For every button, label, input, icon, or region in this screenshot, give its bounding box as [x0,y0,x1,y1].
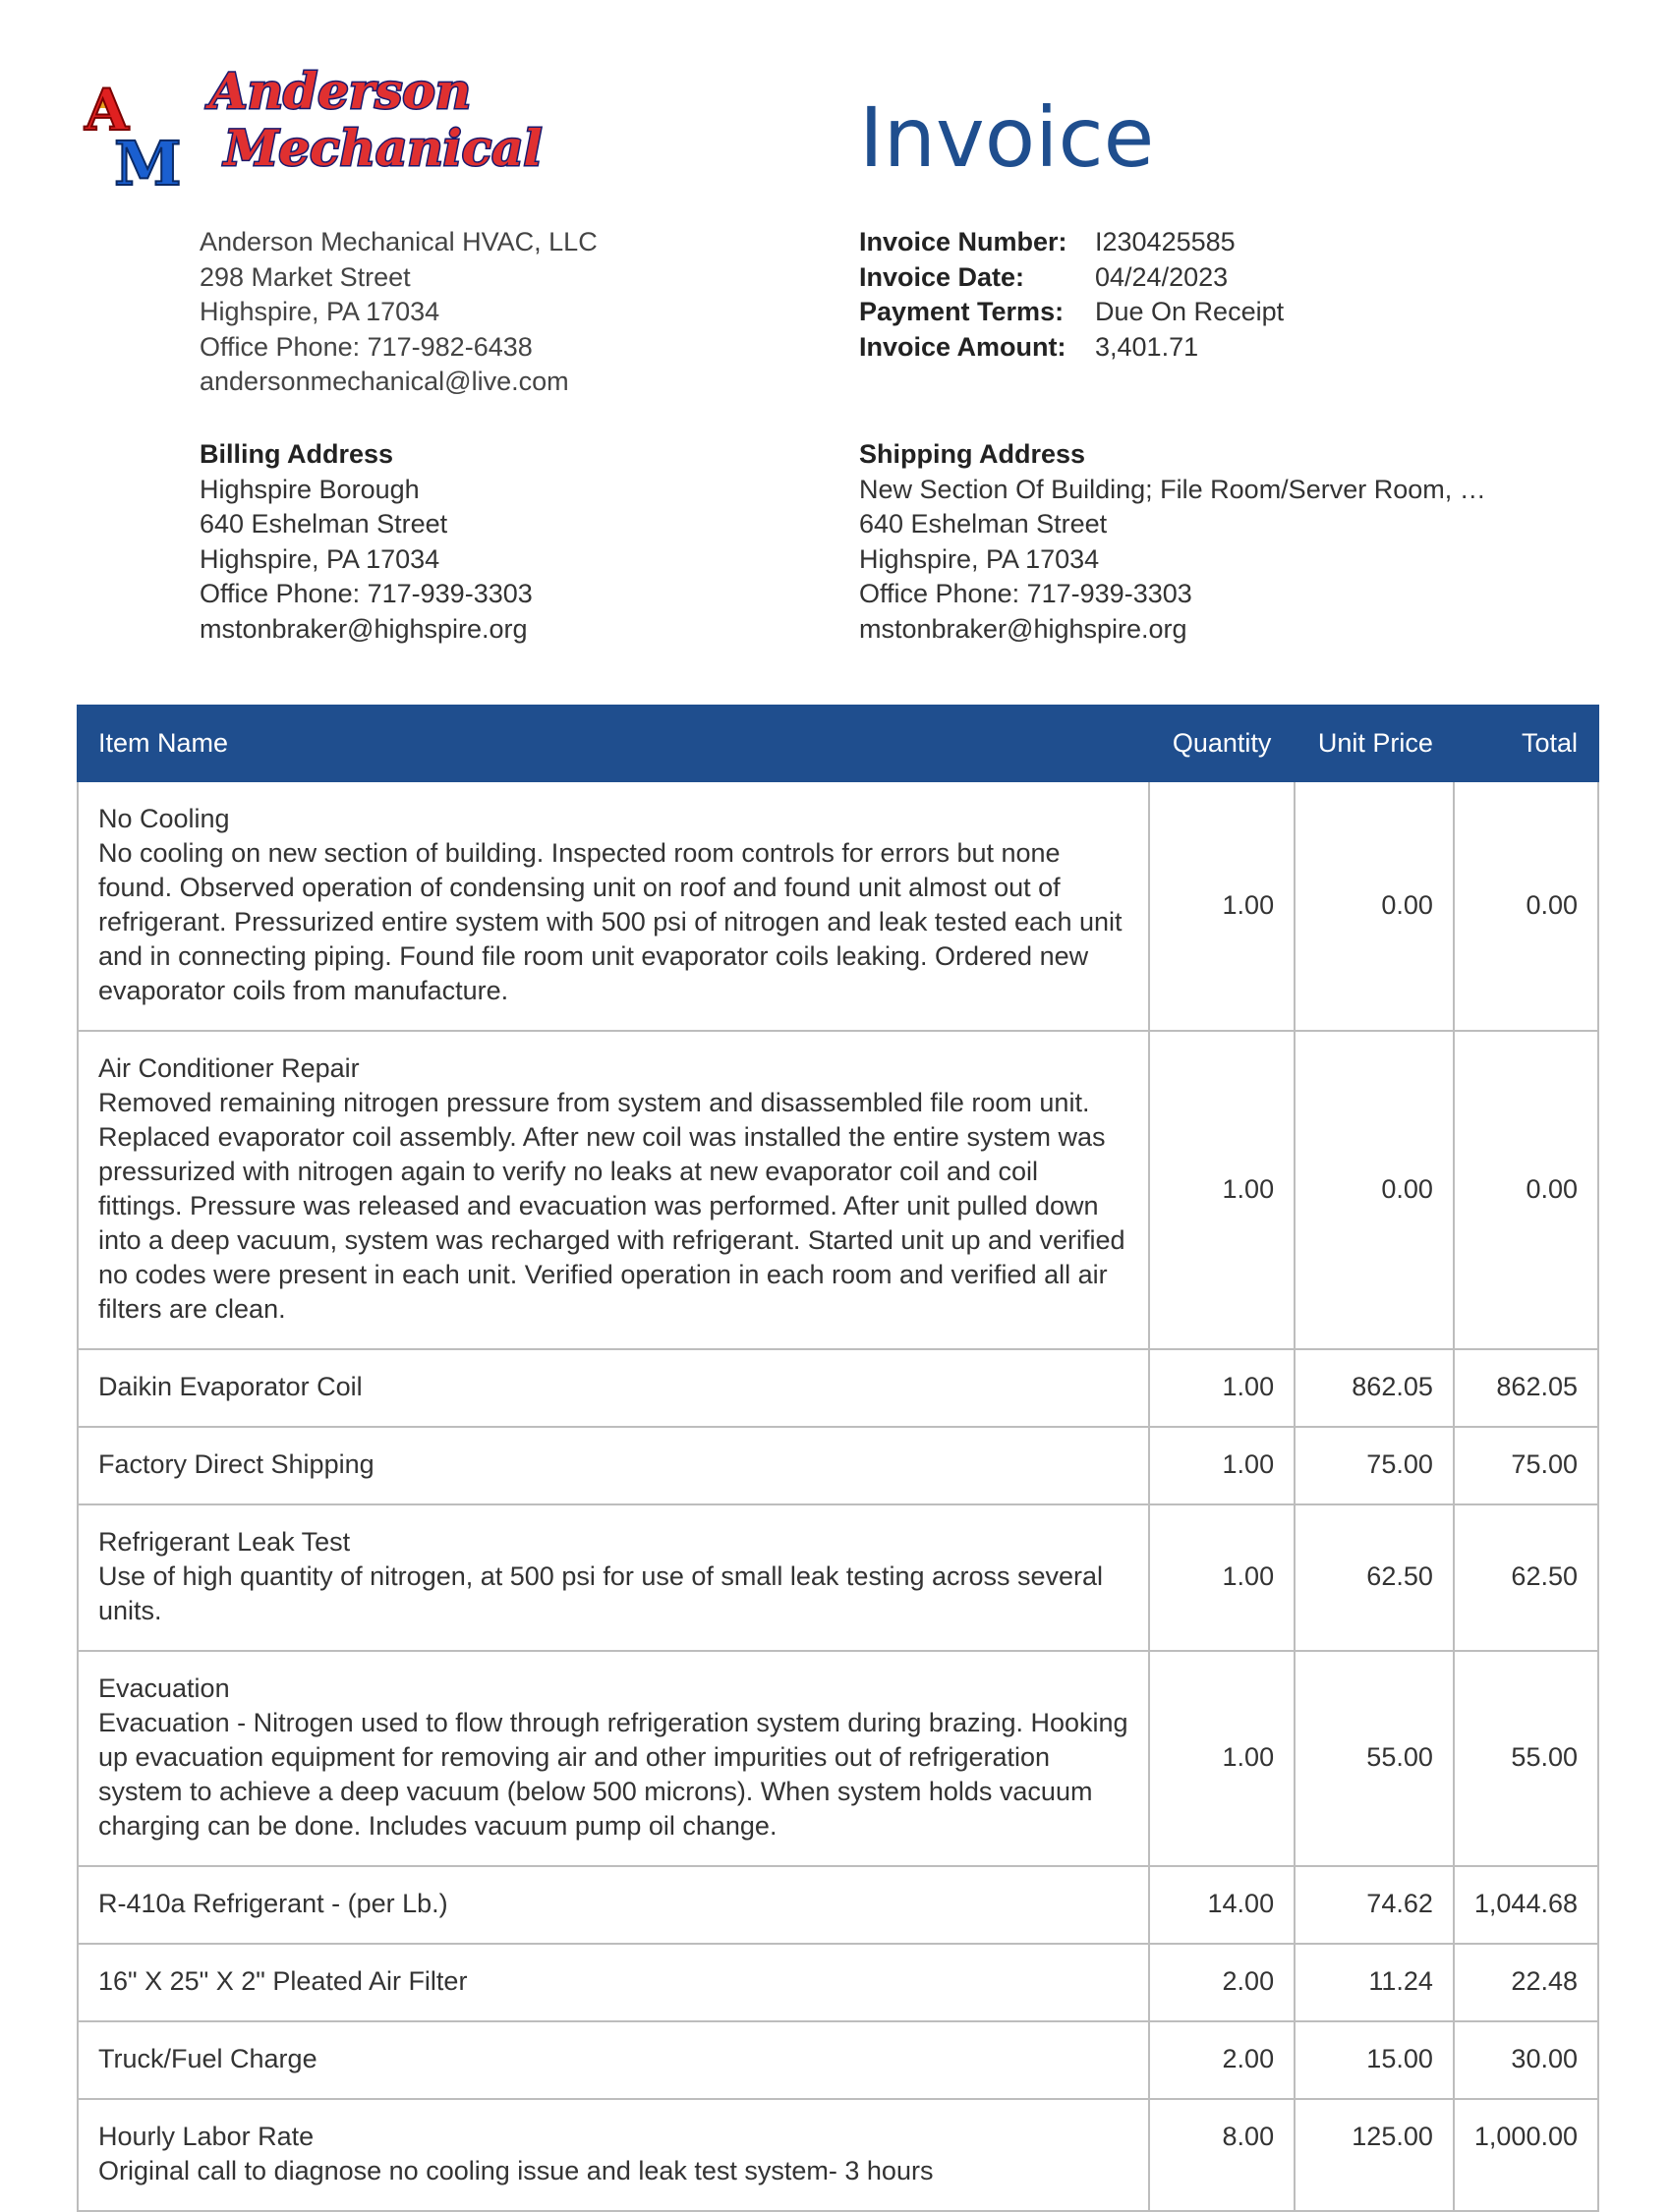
item-quantity: 1.00 [1149,1651,1295,1866]
item-quantity: 1.00 [1149,1031,1295,1349]
billing-line: Highspire Borough [200,474,420,504]
payment-terms: Due On Receipt [1095,297,1285,326]
item-cell [78,1031,1149,1349]
shipping-heading: Shipping Address [859,439,1086,469]
shipping-line: New Section Of Building; File Room/Server Room, … [859,474,1486,504]
svg-text:Anderson: Anderson [209,69,472,120]
item-total: 1,000.00 [1454,2099,1598,2211]
item-quantity: 1.00 [1149,1349,1295,1427]
item-unit-price: 62.50 [1295,1504,1454,1651]
item-total: 62.50 [1454,1504,1598,1651]
item-cell [78,2021,1149,2099]
payment-terms-row [859,295,1284,330]
item-unit-price: 11.24 [1295,1944,1454,2021]
invoice-number-row [859,225,1284,260]
item-total: 30.00 [1454,2021,1598,2099]
item-total: 1,044.68 [1454,1866,1598,1944]
item-cell [78,1349,1149,1427]
billing-line: Office Phone: 717-939-3303 [200,579,533,608]
header-item-name: Item Name [78,706,1149,781]
table-row [78,1504,1598,1651]
company-email: andersonmechanical@live.com [200,367,569,396]
item-unit-price: 15.00 [1295,2021,1454,2099]
item-unit-price: 55.00 [1295,1651,1454,1866]
header-total: Total [1454,706,1598,781]
company-phone: Office Phone: 717-982-6438 [200,331,533,362]
item-description: No cooling on new section of building. Inspected room controls for errors but none found. Observed operation of condensing unit on roof and found unit almost out of refrigerant. Pressurized entire system with 500 psi of nitrogen and leak tested each unit and in connecting piping. Found file room unit evaporator coils leaking. Ordered new evaporator coils from manufacture. [98,838,1123,1005]
item-cell [78,1504,1149,1651]
item-unit-price: 0.00 [1295,1031,1454,1349]
table-header-row [78,706,1598,781]
item-total: 0.00 [1454,781,1598,1031]
header-quantity: Quantity [1149,706,1295,781]
item-name: Refrigerant Leak Test [98,1527,351,1557]
svg-text:Mechanical: Mechanical [224,119,543,177]
am-monogram-icon [84,77,182,197]
item-unit-price: 125.00 [1295,2099,1454,2211]
shipping-line: Office Phone: 717-939-3303 [859,579,1192,608]
invoice-date-row [859,260,1284,296]
item-name: Truck/Fuel Charge [98,2044,317,2073]
item-total: 0.00 [1454,1031,1598,1349]
svg-text:M: M [114,128,182,197]
billing-line: mstonbraker@highspire.org [200,613,528,644]
page-title: Invoice [859,89,1155,186]
shipping-address [859,437,1486,647]
item-cell [78,1944,1149,2021]
item-quantity: 2.00 [1149,2021,1295,2099]
item-name: Hourly Labor Rate [98,2122,315,2151]
header-unit-price: Unit Price [1295,706,1454,781]
item-cell [78,1427,1149,1504]
item-name: Daikin Evaporator Coil [98,1372,363,1401]
item-quantity: 14.00 [1149,1866,1295,1944]
item-unit-price: 74.62 [1295,1866,1454,1944]
item-total: 22.48 [1454,1944,1598,2021]
item-quantity: 1.00 [1149,1504,1295,1651]
item-name: Evacuation [98,1673,230,1703]
billing-address [200,437,533,647]
item-cell [78,781,1149,1031]
item-description: Evacuation - Nitrogen used to flow through refrigeration system during brazing. Hooking up evacuation equipment for removing air and other impurities out of refrigeration system to achieve a deep vacuum (below 500 microns). When system holds vacuum charging can be done. Includes vacuum pump oil change. [98,1708,1128,1841]
table-row [78,1031,1598,1349]
invoice-number: I230425585 [1095,227,1236,256]
table-row [78,2021,1598,2099]
shipping-line: mstonbraker@highspire.org [859,613,1187,644]
item-name: No Cooling [98,804,230,833]
table-row [78,2099,1598,2211]
shipping-line: 640 Eshelman Street [859,509,1108,539]
billing-line: 640 Eshelman Street [200,509,448,539]
company-info [200,225,598,400]
item-name: 16" X 25" X 2" Pleated Air Filter [98,1966,468,1996]
item-cell [78,1866,1149,1944]
item-name: Factory Direct Shipping [98,1449,375,1479]
invoice-amount: 3,401.71 [1095,331,1199,362]
item-quantity: 8.00 [1149,2099,1295,2211]
item-description: Original call to diagnose no cooling issue and leak test system- 3 hours [98,2156,934,2185]
meta-label: Invoice Date: [859,261,1025,292]
item-total: 75.00 [1454,1427,1598,1504]
billing-line: Highspire, PA 17034 [200,543,440,574]
item-quantity: 2.00 [1149,1944,1295,2021]
table-row [78,1866,1598,1944]
company-street: 298 Market Street [200,261,411,292]
item-unit-price: 0.00 [1295,781,1454,1031]
svg-text:A: A [85,77,130,143]
table-row [78,1651,1598,1866]
item-name: R-410a Refrigerant - (per Lb.) [98,1889,448,1918]
shipping-line: Highspire, PA 17034 [859,543,1100,574]
meta-label: Invoice Amount: [859,331,1066,362]
meta-label: Payment Terms: [859,297,1065,326]
line-items-table [77,705,1599,2212]
invoice-meta [859,225,1284,365]
item-description: Use of high quantity of nitrogen, at 500 psi for use of small leak testing across several units. [98,1561,1104,1625]
table-row [78,1349,1598,1427]
invoice-amount-row [859,330,1284,366]
item-total: 55.00 [1454,1651,1598,1866]
item-unit-price: 75.00 [1295,1427,1454,1504]
company-logo [77,69,607,197]
table-row [78,1427,1598,1504]
item-total: 862.05 [1454,1349,1598,1427]
meta-label: Invoice Number: [859,227,1067,256]
billing-heading: Billing Address [200,439,394,469]
invoice-date: 04/24/2023 [1095,261,1229,292]
item-cell [78,1651,1149,1866]
item-quantity: 1.00 [1149,1427,1295,1504]
item-unit-price: 862.05 [1295,1349,1454,1427]
table-row [78,781,1598,1031]
item-quantity: 1.00 [1149,781,1295,1031]
item-name: Air Conditioner Repair [98,1053,360,1083]
item-cell [78,2099,1149,2211]
company-city: Highspire, PA 17034 [200,297,440,326]
item-description: Removed remaining nitrogen pressure from system and disassembled file room unit. Replaced evaporator coil assembly. After new coil was installed the entire system was pressurized with nitrogen again to verify no leaks at new evaporator coil and coil fittings. Pressure was released and evacuation was performed. After unit pulled down into a deep vacuum, system was recharged with refrigerant. Started unit up and verified no codes were present in each unit. Verified operation in each room and verified all air filters are clean. [98,1088,1125,1324]
table-row [78,1944,1598,2021]
company-name: Anderson Mechanical HVAC, LLC [200,227,598,256]
